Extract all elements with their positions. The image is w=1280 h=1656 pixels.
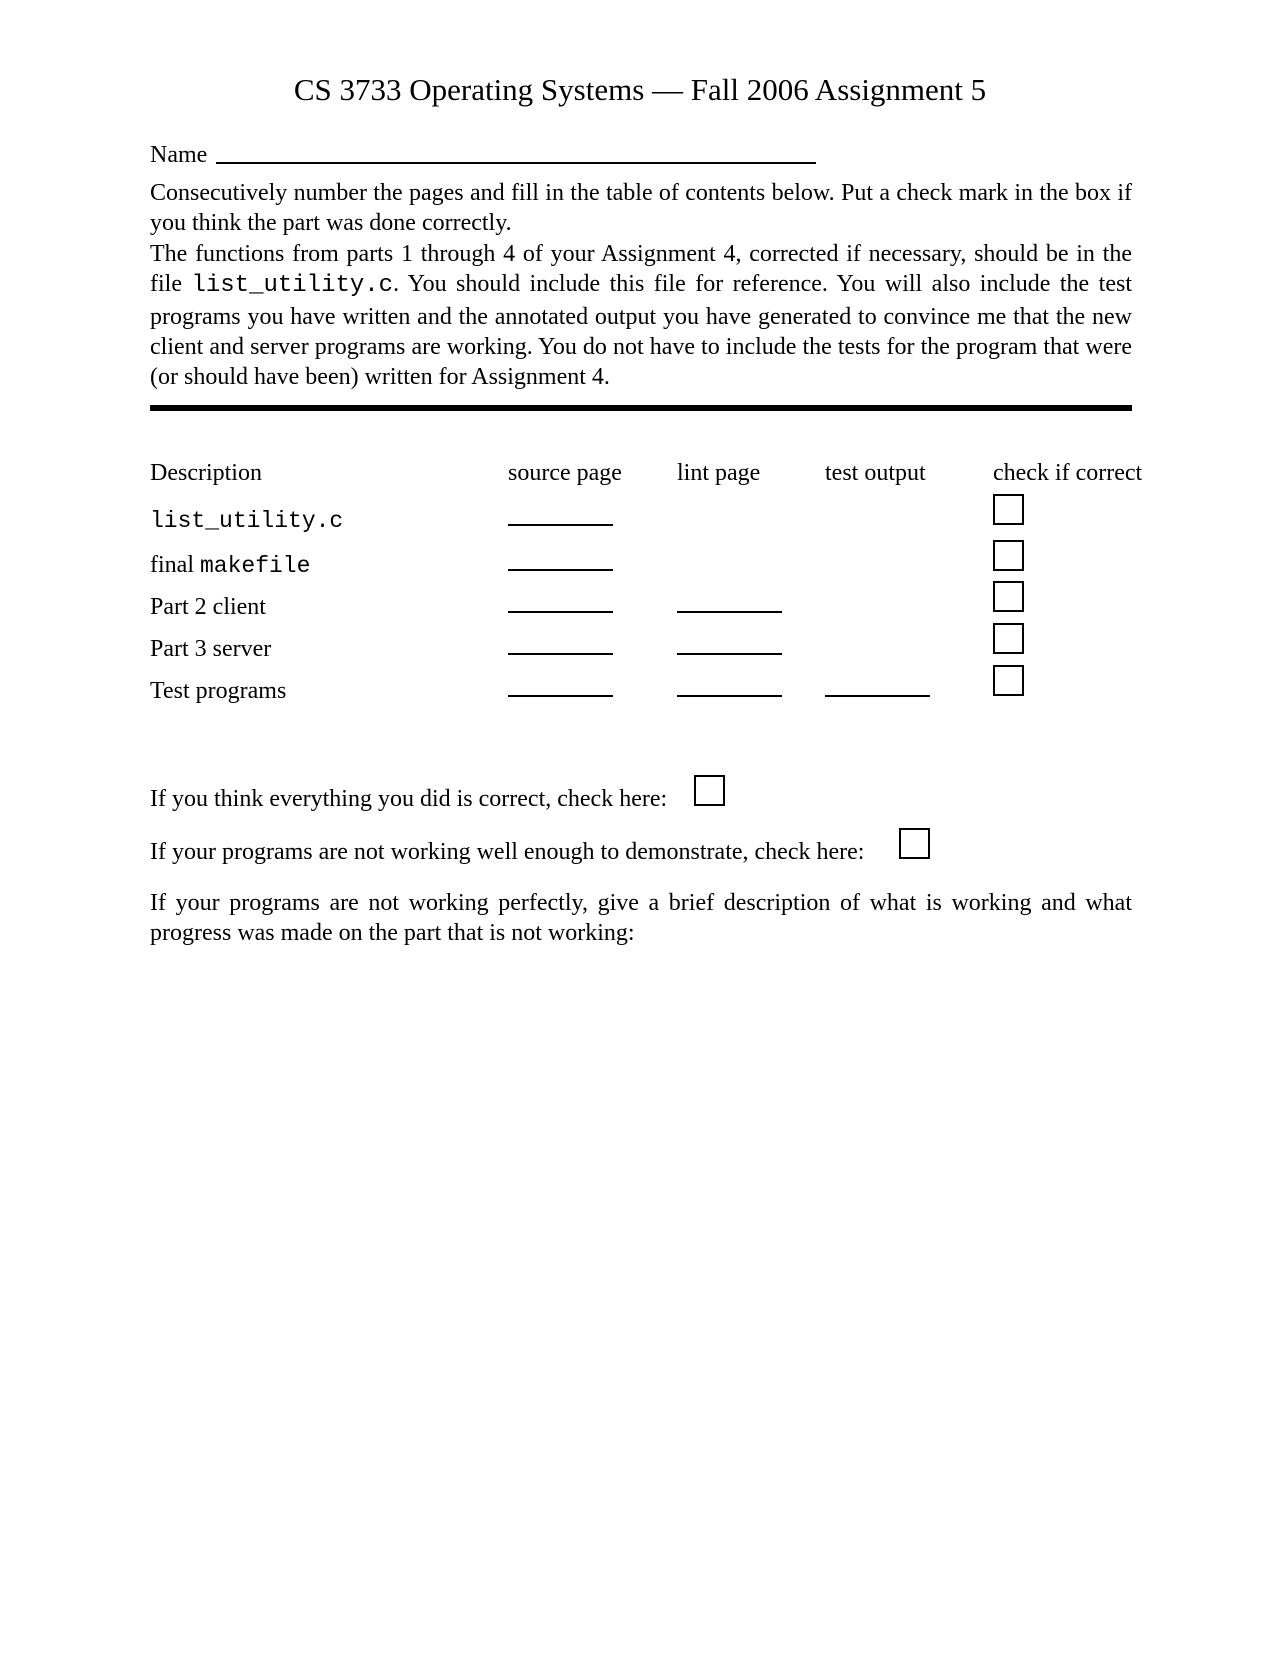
row-label-list-utility bbox=[150, 505, 343, 536]
name-label: Name bbox=[150, 142, 208, 168]
source-page-blank[interactable] bbox=[508, 695, 613, 697]
header-lint-page: lint page bbox=[677, 460, 761, 486]
row-text: final bbox=[150, 552, 200, 578]
check-box[interactable] bbox=[993, 494, 1024, 525]
lint-page-blank[interactable] bbox=[677, 695, 782, 697]
all-correct-label: If you think everything you did is correct, check here: bbox=[150, 786, 668, 812]
source-page-blank[interactable] bbox=[508, 569, 613, 571]
row-label-test-programs: Test programs bbox=[150, 678, 287, 704]
row-label-part3: Part 3 server bbox=[150, 636, 272, 662]
row-code: list_utility.c bbox=[150, 508, 344, 534]
source-page-blank[interactable] bbox=[508, 653, 613, 655]
row-label-makefile bbox=[150, 550, 310, 581]
header-check-if-correct: check if correct bbox=[993, 460, 1143, 486]
all-correct-checkbox[interactable] bbox=[694, 775, 725, 806]
name-field[interactable] bbox=[216, 162, 816, 164]
check-box[interactable] bbox=[993, 665, 1024, 696]
description-text-start: The functions from parts 1 through 4 of your Assignment 4, corrected if necessary, should be in the file bbox=[150, 241, 1132, 298]
assignment-description bbox=[150, 239, 1132, 392]
instructions-paragraph: Consecutively number the pages and fill in the table of contents below. Put a check mark in the box if you think the part was done correctly. bbox=[150, 180, 1132, 237]
check-box[interactable] bbox=[993, 581, 1024, 612]
header-description: Description bbox=[150, 460, 262, 486]
row-label-part2: Part 2 client bbox=[150, 594, 266, 620]
check-box[interactable] bbox=[993, 623, 1024, 654]
page-title: CS 3733 Operating Systems — Fall 2006 Assignment 5 bbox=[293, 72, 987, 107]
section-divider bbox=[150, 405, 1132, 411]
check-box[interactable] bbox=[993, 540, 1024, 571]
not-working-checkbox[interactable] bbox=[899, 828, 930, 859]
row-code: makefile bbox=[199, 553, 311, 579]
lint-page-blank[interactable] bbox=[677, 611, 782, 613]
header-source-page: source page bbox=[508, 460, 622, 486]
test-output-blank[interactable] bbox=[825, 695, 930, 697]
not-working-label: If your programs are not working well enough to demonstrate, check here: bbox=[150, 839, 865, 865]
progress-description-prompt: If your programs are not working perfectly, give a brief description of what is working and what progress was made on the part that is not working: bbox=[150, 890, 1132, 947]
source-page-blank[interactable] bbox=[508, 524, 613, 526]
source-page-blank[interactable] bbox=[508, 611, 613, 613]
description-code: list_utility.c bbox=[191, 272, 394, 300]
lint-page-blank[interactable] bbox=[677, 653, 782, 655]
description-text-end: . You should include this file for reference. You will also include the test programs you have written and the annotated output you have generated to convince me that the new client and server programs are working. You do not have to include the tests for the program that were (or should have been) written for Assignment 4. bbox=[150, 271, 1133, 391]
header-test-output: test output bbox=[825, 460, 926, 486]
